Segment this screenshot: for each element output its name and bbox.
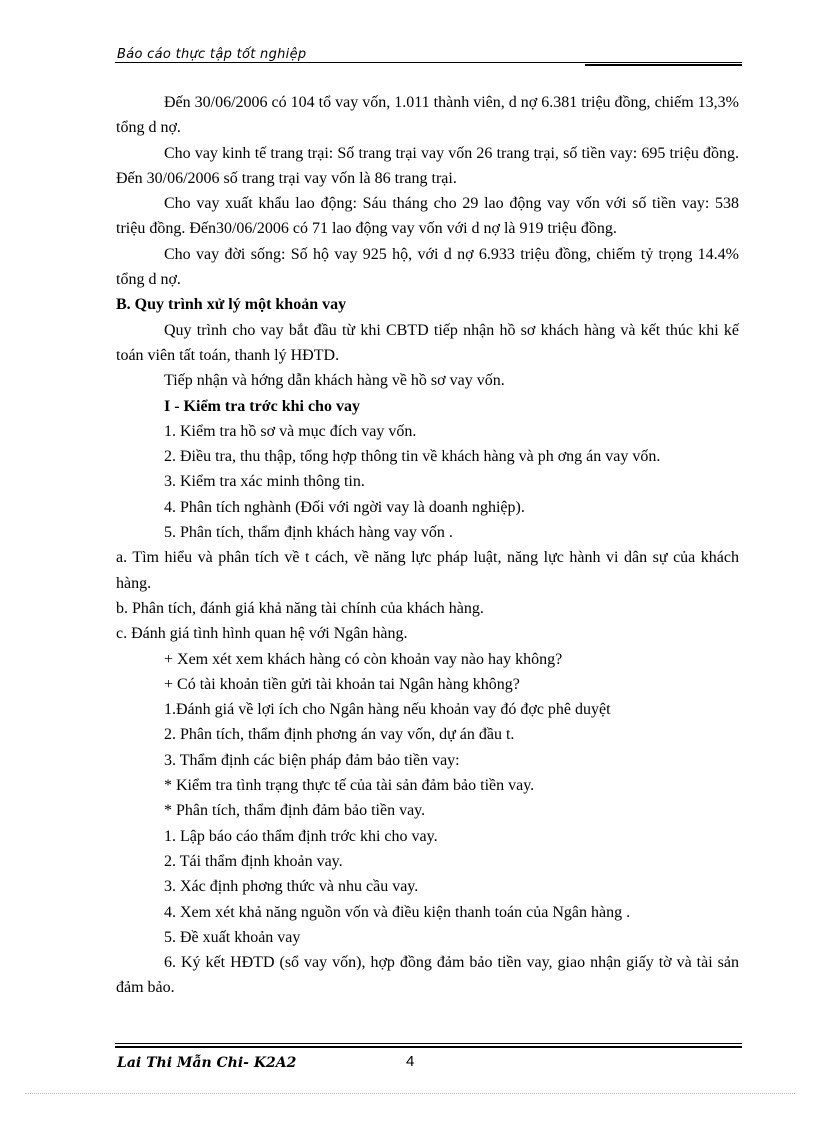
- list-item: 3. Kiểm tra xác minh thông tin.: [164, 473, 365, 491]
- paragraph: Đến 30/06/2006 có 104 tổ vay vốn, 1.011 thành viên, d nợ 6.381 triệu đồng, chiếm 13,3% tổng d nợ.: [116, 94, 739, 137]
- list-item: + Có tài khoản tiền gửi tài khoản tai Ngân hàng không?: [164, 675, 520, 693]
- list-item: 1. Lập báo cáo thẩm định trớc khi cho vay.: [164, 827, 438, 845]
- section-heading: B. Quy trình xử lý một khoản vay: [116, 296, 347, 314]
- list-item: 4. Phân tích nghành (Đối với ngời vay là doanh nghiệp).: [164, 498, 525, 516]
- list-item: b. Phân tích, đánh giá khả năng tài chính của khách hàng.: [116, 599, 484, 617]
- subsection-heading: I - Kiểm tra trớc khi cho vay: [164, 397, 360, 415]
- list-item: c. Đánh giá tình hình quan hệ với Ngân hàng.: [116, 625, 408, 643]
- list-item: 2. Phân tích, thẩm định phơng án vay vốn, dự án đầu t.: [164, 726, 515, 744]
- header-rule: [115, 62, 742, 63]
- list-item: a. Tìm hiểu và phân tích về t cách, về năng lực pháp luật, năng lực hành vi dân sự của khách hàng.: [116, 549, 739, 592]
- list-item: 5. Phân tích, thẩm định khách hàng vay vốn .: [164, 524, 453, 542]
- page-number: 4: [406, 1053, 415, 1070]
- list-item: 2. Điều tra, thu thập, tổng hợp thông tin về khách hàng và ph ơng án vay vốn.: [164, 448, 661, 466]
- list-item: 2. Tái thẩm định khoản vay.: [164, 852, 343, 870]
- list-item: 4. Xem xét khả năng nguồn vốn và điều kiện thanh toán của Ngân hàng .: [164, 903, 631, 921]
- document-body: [116, 90, 739, 1001]
- page-bottom-dotted-line: [25, 1093, 795, 1094]
- header-title: Báo cáo thực tập tốt nghiệp: [117, 47, 307, 62]
- paragraph: Cho vay xuất khẩu lao động: Sáu tháng cho 29 lao động vay vốn với số tiền vay: 538 triệu đồng. Đến30/06/2006 có 71 lao động vay vốn với d nợ là 919 triệu đồng.: [116, 195, 739, 238]
- list-item: 3. Thẩm định các biện pháp đảm bảo tiền vay:: [164, 751, 460, 769]
- list-item: 6. Ký kết HĐTD (sổ vay vốn), hợp đồng đảm bảo tiền vay, giao nhận giấy tờ và tài sản đảm bảo.: [116, 954, 739, 997]
- list-item: * Phân tích, thẩm định đảm bảo tiền vay.: [164, 802, 426, 820]
- list-item: 1.Đánh giá về lợi ích cho Ngân hàng nếu khoản vay đó đợc phê duyệt: [164, 701, 611, 719]
- paragraph: Cho vay đời sống: Số hộ vay 925 hộ, với d nợ 6.933 triệu đồng, chiếm tỷ trọng 14.4% tổng d nợ.: [116, 245, 739, 289]
- header-rule-accent: [585, 64, 742, 66]
- list-item: + Xem xét xem khách hàng có còn khoản vay nào hay không?: [164, 650, 563, 668]
- footer-rule-thick: [115, 1046, 742, 1048]
- list-item: 5. Đề xuất khoản vay: [164, 928, 301, 946]
- list-item: * Kiểm tra tình trạng thực tế của tài sản đảm bảo tiền vay.: [164, 777, 535, 795]
- list-item: 1. Kiểm tra hồ sơ và mục đích vay vốn.: [164, 422, 417, 440]
- paragraph: Quy trình cho vay bắt đầu từ khi CBTD tiếp nhận hồ sơ khách hàng và kết thúc khi kế toán viên tất toán, thanh lý HĐTD.: [116, 321, 739, 364]
- paragraph: Cho vay kinh tế trang trại: Số trang trại vay vốn 26 trang trại, số tiền vay: 695 triệu đồng. Đến 30/06/2006 số trang trại vay vốn là 86 trang trại.: [116, 144, 739, 187]
- footer-author: Lai Thi Mẫn Chi- K2A2: [117, 1055, 297, 1071]
- list-item: 3. Xác định phơng thức và nhu cầu vay.: [164, 878, 419, 896]
- footer-rule: [115, 1043, 742, 1044]
- paragraph: Tiếp nhận và hớng dẫn khách hàng về hồ sơ vay vốn.: [164, 372, 505, 390]
